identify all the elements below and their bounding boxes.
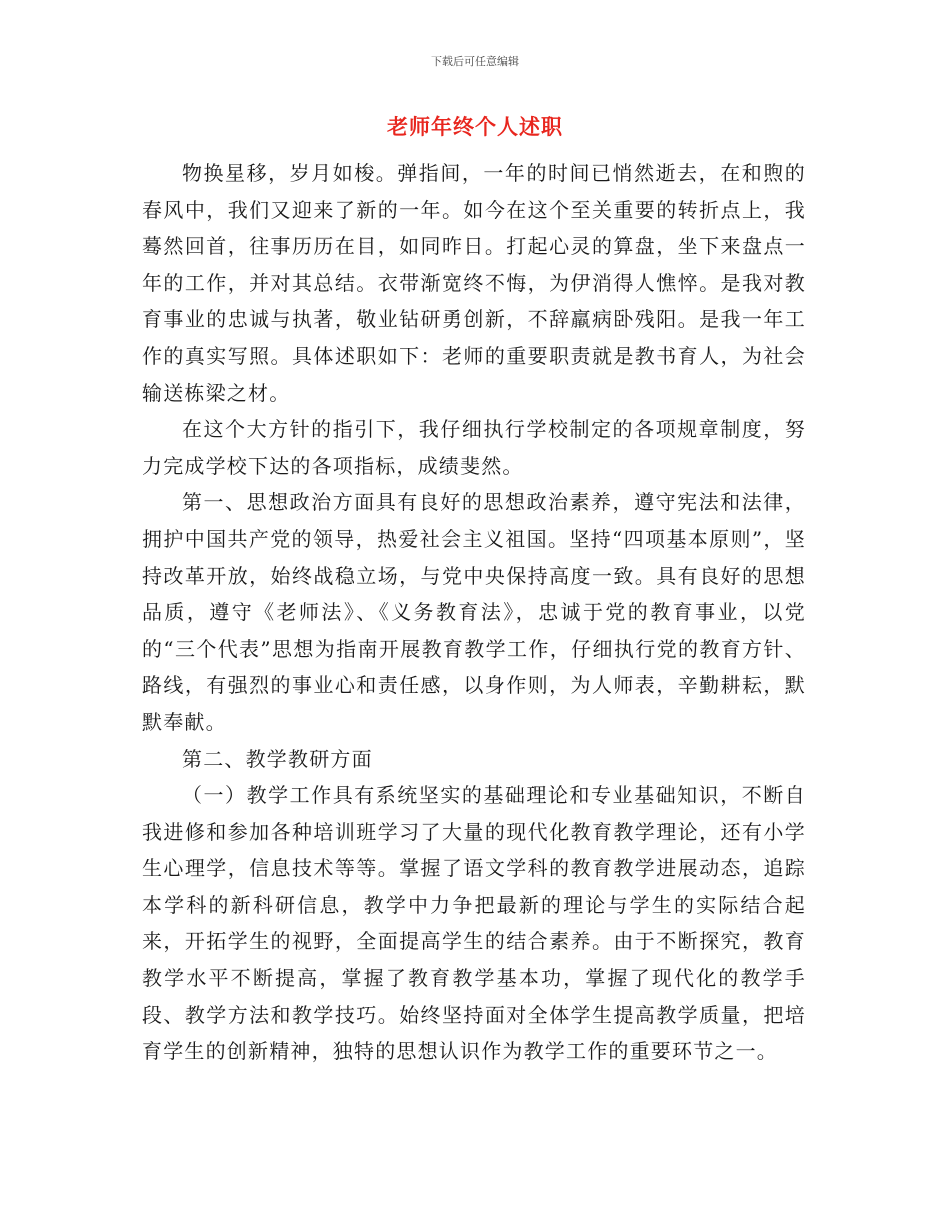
paragraph-political: 第一、思想政治方面具有良好的思想政治素养，遵守宪法和法律，拥护中国共产党的领导，热爱社会主义祖国。坚持“四项基本原则”，坚持改革开放，始终战稳立场，与党中央保持高度一致。具有良好的思想品质，遵守《老师法》、《义务教育法》，忠诚于党的教育事业，以党的“三个代表”思想为指南开展教育教学工作，仔细执行党的教育方针、路线，有强烈的事业心和责任感，以身作则，为人师表，辛勤耕耘，默默奉献。 <box>142 490 806 734</box>
paragraph-teaching-heading: 第二、教学教研方面 <box>182 746 373 771</box>
paragraph-teaching-work: （一）教学工作具有系统坚实的基础理论和专业基础知识，不断自我进修和参加各种培训班学习了大量的现代化教育教学理论，还有小学生心理学，信息技术等等。掌握了语文学科的教育教学进展动态，追踪本学科的新科研信息，教学中力争把最新的理论与学生的实际结合起来，开拓学生的视野，全面提高学生的结合素养。由于不断探究，教育教学水平不断提高，掌握了教育教学基本功，掌握了现代化的教学手段、教学方法和教学技巧。始终坚持面对全体学生提高教学质量，把培育学生的创新精神，独特的思想认识作为教学工作的重要环节之一。 <box>142 783 806 1064</box>
document-body <box>142 155 806 1070</box>
document-title: 老师年终个人述职 <box>387 115 563 139</box>
paragraph-intro: 物换星移，岁月如梭。弹指间，一年的时间已悄然逝去，在和煦的春风中，我们又迎来了新的一年。如今在这个至关重要的转折点上，我蓦然回首，往事历历在目，如同昨日。打起心灵的算盘，坐下来盘点一年的工作，并对其总结。衣带渐宽终不悔，为伊消得人憔悴。是我对教育事业的忠诚与执著，敬业钻研勇创新，不辞羸病卧残阳。是我一年工作的真实写照。具体述职如下：老师的重要职责就是教书育人，为社会输送栋梁之材。 <box>142 161 806 405</box>
page-header-note: 下载后可任意编辑 <box>431 55 519 68</box>
paragraph-guideline: 在这个大方针的指引下，我仔细执行学校制定的各项规章制度，努力完成学校下达的各项指标，成绩斐然。 <box>142 417 806 478</box>
